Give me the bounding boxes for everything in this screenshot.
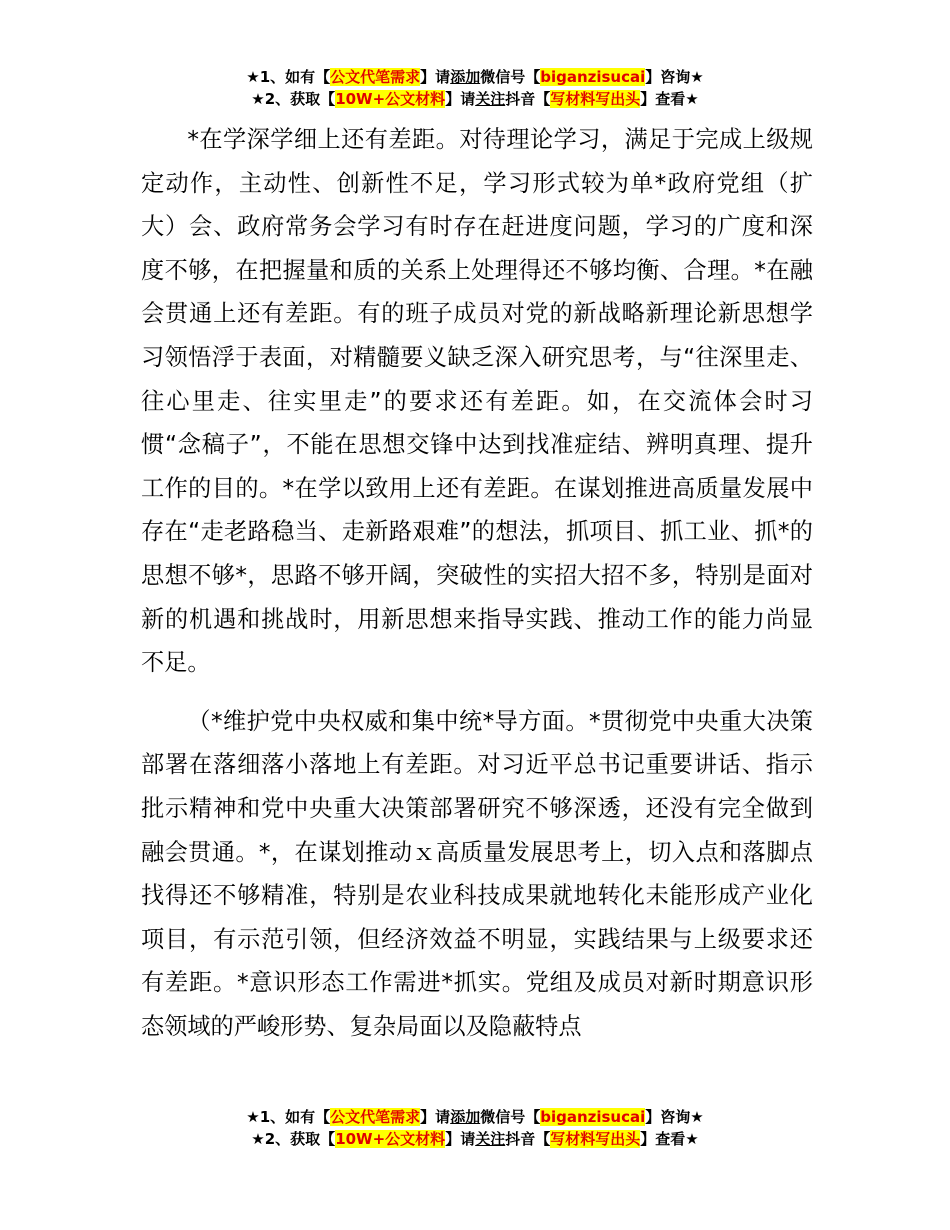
- header-banner: [0, 66, 950, 110]
- header-highlight-wechat-id: biganzisucai: [540, 68, 646, 86]
- header-banner-line-1: [0, 66, 950, 88]
- footer-line1-mid1: 】请: [420, 1108, 451, 1126]
- header-line2-mid1: 】请: [445, 90, 476, 108]
- footer-highlight-wechat-id: biganzisucai: [540, 1108, 646, 1126]
- footer-highlight-materials: 10W+公文材料: [335, 1130, 446, 1148]
- body-paragraph-2: （*维护党中央权威和集中统*导方面。*贯彻党中央重大决策部署在落细落小落地上有差距。对习近平总书记重要讲话、指示批示精神和党中央重大决策部署研究不够深透，还没有完全做到融会贯通。*，在谋划推动ｘ高质量发展思考上，切入点和落脚点找得还不够精准，特别是农业科技成果就地转化未能形成产业化项目，有示范引领，但经济效益不明显，实践结果与上级要求还有差距。*意识形态工作需进*抓实。党组及成员对新时期意识形态领域的严峻形势、复杂局面以及隐蔽特点: [141, 707, 813, 1040]
- footer-underlined-add: 添加: [450, 1108, 481, 1126]
- footer-line1-mid2: 微信号【: [480, 1108, 541, 1126]
- body-paragraph-1: *在学深学细上还有差距。对待理论学习，满足于完成上级规定动作，主动性、创新性不足，学习形式较为单*政府党组（扩大）会、政府常务会学习有时存在赶进度问题，学习的广度和深度不够，在把握量和质的关系上处理得还不够均衡、合理。*在融会贯通上还有差距。有的班子成员对党的新战略新理论新思想学习领悟浮于表面，对精髓要义缺乏深入研究思考，与“往深里走、往心里走、往实里走”的要求还有差距。如，在交流体会时习惯“念稿子”，不能在思想交锋中达到找准症结、辨明真理、提升工作的目的。*在学以致用上还有差距。在谋划推进高质量发展中存在“走老路稳当、走新路艰难”的想法，抓项目、抓工业、抓*的思想不够*，思路不够开阔，突破性的实招大招不多，特别是面对新的机遇和挑战时，用新思想来指导实践、推动工作的能力尚显不足。: [141, 126, 813, 677]
- header-line2-prefix: ★2、获取【: [251, 90, 336, 108]
- footer-banner: [0, 1106, 950, 1150]
- header-highlight-ghostwriting: 公文代笔需求: [330, 68, 421, 86]
- footer-line1-suffix: 】咨询★: [645, 1108, 704, 1126]
- footer-banner-line-1: [0, 1106, 950, 1128]
- footer-underlined-follow: 关注: [475, 1130, 506, 1148]
- footer-line2-mid1: 】请: [445, 1130, 476, 1148]
- header-banner-line-2: [0, 88, 950, 110]
- footer-line2-mid2: 抖音【: [505, 1130, 551, 1148]
- footer-banner-line-2: [0, 1128, 950, 1150]
- header-underlined-add: 添加: [450, 68, 481, 86]
- header-line2-mid2: 抖音【: [505, 90, 551, 108]
- header-line1-mid1: 】请: [420, 68, 451, 86]
- footer-highlight-douyin-account: 写材料写出头: [550, 1130, 641, 1148]
- document-body: [141, 118, 813, 1048]
- header-line2-suffix: 】查看★: [640, 90, 699, 108]
- header-line1-mid2: 微信号【: [480, 68, 541, 86]
- header-highlight-douyin-account: 写材料写出头: [550, 90, 641, 108]
- header-line1-suffix: 】咨询★: [645, 68, 704, 86]
- footer-highlight-ghostwriting: 公文代笔需求: [330, 1108, 421, 1126]
- footer-line1-prefix: ★1、如有【: [246, 1108, 331, 1126]
- header-underlined-follow: 关注: [475, 90, 506, 108]
- footer-line2-prefix: ★2、获取【: [251, 1130, 336, 1148]
- footer-line2-suffix: 】查看★: [640, 1130, 699, 1148]
- header-line1-prefix: ★1、如有【: [246, 68, 331, 86]
- header-highlight-materials: 10W+公文材料: [335, 90, 446, 108]
